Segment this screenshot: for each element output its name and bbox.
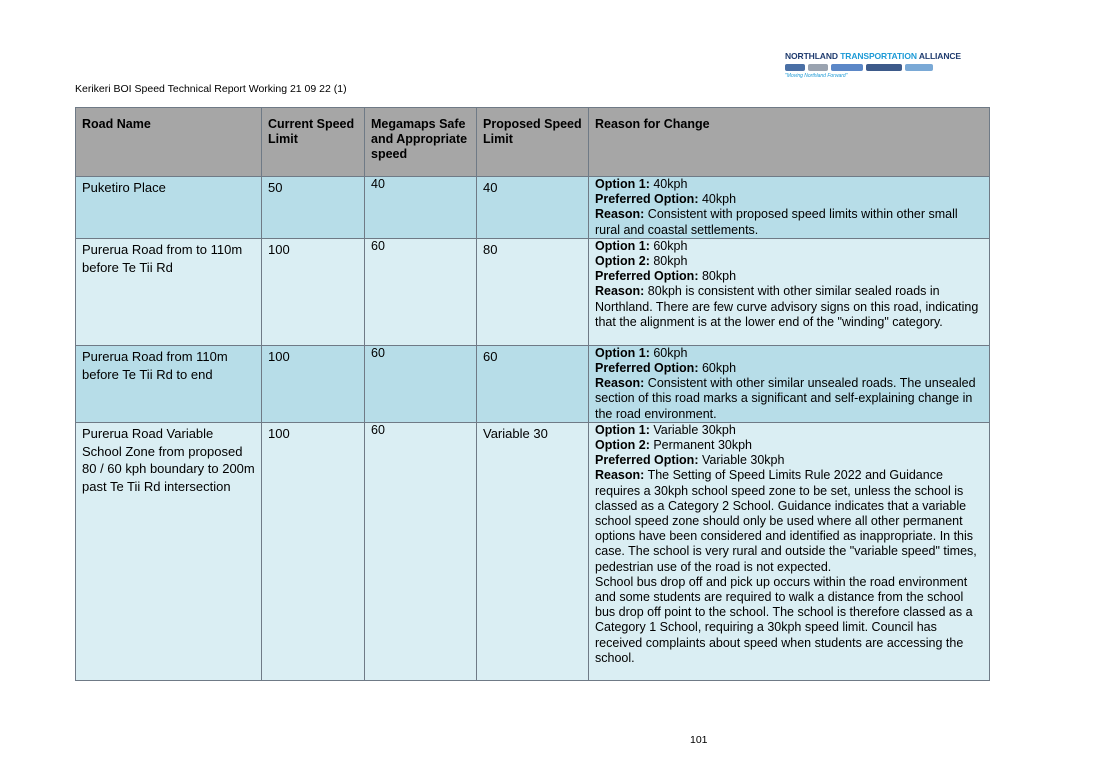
reason-line: Preferred Option: Variable 30kph (595, 453, 785, 468)
speed-limit-table (75, 107, 990, 681)
reason-line: Option 2: 80kph (595, 254, 688, 269)
current-speed-cell: 100 (262, 345, 365, 422)
megamaps-speed-cell: 60 (365, 422, 477, 680)
reason-cell (589, 238, 990, 345)
road-name-cell: Purerua Road from to 110m before Te Tii Rd (76, 238, 262, 345)
road-name-cell: Purerua Road from 110m before Te Tii Rd to end (76, 345, 262, 422)
megamaps-speed-cell: 40 (365, 177, 477, 239)
proposed-speed-cell: Variable 30 (477, 422, 589, 680)
reason-line: School bus drop off and pick up occurs within the road environment and some students are required to walk a distance from the school bus drop off point to the school. The school is therefore classed as a Category 1 School, requiring a 30kph speed limit. Council has received complaints about speed when students are accessing the school. (595, 574, 973, 665)
partner-logo (785, 64, 805, 71)
current-speed-cell: 50 (262, 177, 365, 239)
column-header-reason: Reason for Change (589, 108, 990, 177)
table-row (76, 177, 990, 239)
reason-cell (589, 345, 990, 422)
road-name-cell: Puketiro Place (76, 177, 262, 239)
page-number: 101 (690, 734, 708, 746)
reason-line: Option 2: Permanent 30kph (595, 438, 753, 453)
reason-line: Preferred Option: 60kph (595, 361, 737, 376)
reason-line: Option 1: 60kph (595, 345, 688, 360)
partner-logo (866, 64, 902, 71)
partner-logo (905, 64, 933, 71)
reason-cell (589, 177, 990, 239)
partner-logos (785, 63, 953, 72)
logo-title: NORTHLAND TRANSPORTATION ALLIANCE (785, 51, 961, 61)
megamaps-speed-cell: 60 (365, 345, 477, 422)
reason-line: Reason: Consistent with other similar unsealed roads. The unsealed section of this road marks a significant and self-explaining change in the road environment. (595, 376, 976, 421)
column-header-megamaps-speed: Megamaps Safe and Appropriate speed (365, 108, 477, 177)
column-header-proposed-speed: Proposed Speed Limit (477, 108, 589, 177)
reason-cell (589, 422, 990, 680)
alliance-logo (785, 51, 961, 81)
partner-logo (831, 64, 863, 71)
reason-line: Option 1: 60kph (595, 238, 688, 253)
column-header-current-speed: Current Speed Limit (262, 108, 365, 177)
column-header-road-name: Road Name (76, 108, 262, 177)
table-header-row (76, 108, 990, 177)
table-row (76, 422, 990, 680)
table-row (76, 238, 990, 345)
road-name-cell: Purerua Road Variable School Zone from proposed 80 / 60 kph boundary to 200m past Te Tii Rd intersection (76, 422, 262, 680)
reason-line: Preferred Option: 80kph (595, 269, 737, 284)
document-title: Kerikeri BOI Speed Technical Report Working 21 09 22 (1) (75, 83, 347, 95)
proposed-speed-cell: 40 (477, 177, 589, 239)
reason-line: Option 1: Variable 30kph (595, 422, 736, 437)
table-row (76, 345, 990, 422)
proposed-speed-cell: 80 (477, 238, 589, 345)
partner-logo (808, 64, 828, 71)
reason-line: Preferred Option: 40kph (595, 192, 737, 207)
reason-line: Option 1: 40kph (595, 177, 688, 191)
current-speed-cell: 100 (262, 238, 365, 345)
reason-line: Reason: 80kph is consistent with other similar sealed roads in Northland. There are few curve advisory signs on this road, indicating that the alignment is at the lower end of the "winding" category. (595, 284, 979, 329)
current-speed-cell: 100 (262, 422, 365, 680)
reason-line: Reason: Consistent with proposed speed limits within other small rural and coastal settlements. (595, 207, 958, 237)
megamaps-speed-cell: 60 (365, 238, 477, 345)
proposed-speed-cell: 60 (477, 345, 589, 422)
logo-tagline: "Moving Northland Forward" (785, 73, 848, 79)
reason-line: Reason: The Setting of Speed Limits Rule 2022 and Guidance requires a 30kph school speed zone to be set, unless the school is classed as a Category 2 School. Guidance indicates that a variable school speed zone should only be used where all other permanent options have been considered and identified as inappropriate. In this case. The school is very rural and outside the "variable speed" times, pedestrian use of the road is not expected. (595, 468, 977, 574)
